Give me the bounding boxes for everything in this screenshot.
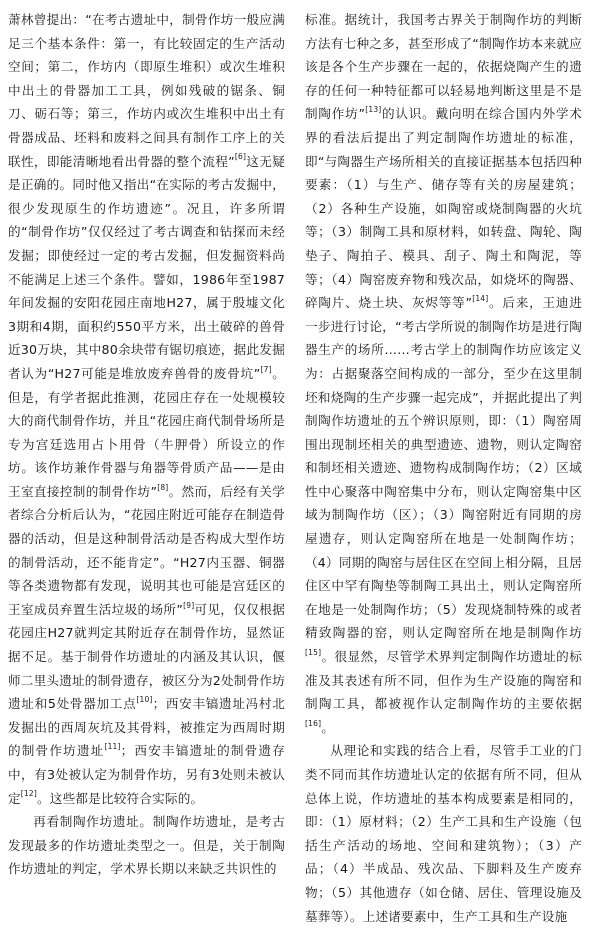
citation-marker: [6] bbox=[234, 152, 247, 162]
paragraph: 再看制陶作坊遗址。制陶作坊遗址，是考古发现最多的作坊遗址类型之一。但是，关于制陶作坊遗址的判定，学术界长期以来缺乏共识性的 bbox=[8, 814, 285, 877]
citation-marker: [8] bbox=[157, 482, 169, 492]
citation-marker: [9] bbox=[183, 600, 195, 610]
citation-marker: [15] bbox=[305, 647, 322, 657]
citation-marker: [14] bbox=[472, 293, 489, 303]
text-segment: 的认识。戴向明在综合国内外学术界的看法后提出了判定制陶作坊遗址的标准，即“与陶器生产场所相关的直接证据基本包括四种要素：（1）与生产、储存等有关的房屋建筑；（2）各种生产设施，如陶窑或烧制陶器的火坑等；（3）制陶工具和原材料，如转盘、陶轮、陶垫子、陶拍子、模具、刮子、陶土和陶泥，等等；（4）陶窑废弃物和残次品，如烧坏的陶器、碎陶片、烧土块、灰烬等等” bbox=[305, 106, 582, 311]
citation-marker: [13] bbox=[365, 105, 382, 115]
text-segment: ；西安丰镐遗址冯村北发掘出的西周灰坑及其骨料，被推定为西周时期的制骨作坊遗址 bbox=[8, 696, 285, 759]
text-segment: 。 bbox=[321, 719, 334, 735]
text-segment: 。后来，王迪进一步进行讨论，“考古学所说的制陶作坊是进行陶器生产的场所……考古学上的制陶作坊应该定义为：占据聚落空间构成的一部分，至少在这里制坯和烧陶的生产步骤一起完成”，并据此提出了判制陶作坊遗址的五个辨识原则，即：（1）陶窑周围出现制坯相关的典型遗迹、遗物，则认定陶窑和制坯相关遗迹、遗物构成制陶作坊；（2）区域性中心聚落中陶窑集中分布，则认定陶窑集中区域为制陶作坊（区）；（3）陶窑附近有同期的房屋遗存，则认定陶窑所在地是一处制陶作坊；（4）同期的陶窑与居住区在空间上相分隔，且居住区中罕有陶垫等制陶工具出土，则认定陶窑所在地是一处制陶作坊；（5）发现烧制特殊的或者精致陶器的窑，则认定陶窑所在地是制陶作坊 bbox=[305, 295, 582, 641]
citation-marker: [10] bbox=[136, 695, 153, 705]
text-segment: 这无疑是正确的。同时他又指出“在实际的考古发掘中，很少发现原生的作坊遗迹”。况且，许多所谓的“制骨作坊”仅仅经过了考古调查和钻探而未经发掘；即使经过一定的考古发掘，但发掘资料尚不能满足上述三个条件。譬如，1986年至1987年间发掘的安阳花园庄南地H27，属于殷墟文化3期和4期，面积约550平方米，出土破碎的兽骨近30万块，其中80余块带有锯切痕迹，据此发掘者认为“H27可能是堆放废弃兽骨的废骨坑” bbox=[8, 153, 285, 381]
citation-marker: [16] bbox=[305, 718, 322, 728]
text-segment: ；西安丰镐遗址的制骨遗存中，有3处被认定为制骨作坊，另有3处则未被认定 bbox=[8, 743, 285, 806]
text-segment: 。很显然，尽管学术界判定制陶作坊遗址的标准及其表述有所不同，但作为生产设施的陶窑和制陶工具，都被视作认定制陶作坊的主要依据 bbox=[305, 649, 582, 712]
text-segment: 可见，仅仅根据花园庄H27就判定其附近存在制骨作坊，显然证据不足。基于制骨作坊遗址的内涵及其认识，偃师二里头遗址的制骨遗存，被区分为2处制骨作坊遗址和5处骨器加工点 bbox=[8, 601, 286, 712]
text-segment: 。但是，有学者据此推测，花园庄存在一处规模较大的商代制骨作坊，并且“花园庄商代制骨场所是专为宫廷选用占卜用骨（牛胛骨）所设立的作坊。该作坊兼作骨器与角器等骨质产品——是由王室直接控制的制骨作坊” bbox=[8, 365, 285, 499]
citation-marker: [11] bbox=[104, 742, 121, 752]
paragraph bbox=[305, 8, 582, 739]
text-segment: 。这些都是比较符合实际的。 bbox=[37, 790, 204, 806]
citation-marker: [7] bbox=[260, 364, 272, 374]
citation-marker: [12] bbox=[20, 789, 37, 799]
right-column bbox=[305, 8, 582, 924]
paragraph bbox=[8, 8, 285, 810]
text-segment: 。然而，后经有关学者综合分析后认为，“花园庄附近可能存在制造骨器的活动，但是这种制骨活动是否构成大型作坊的制骨活动，还不能肯定”。“H27内玉器、铜器等各类遗物都有发现，说明其也可能是宫廷区的王室成员弃置生活垃圾的场所” bbox=[8, 483, 285, 617]
paragraph: 从理论和实践的结合上看，尽管手工业的门类不同而其作坊遗址认定的依据有所不同，但从总体上说，作坊遗址的基本构成要素是相同的，即：（1）原材料；（2）生产工具和生产设施（包括生产活动的场地、空间和建筑物）；（3）产品；（4）半成品、残次品、下脚料及生产废弃物；（5）其他遗存（如仓储、居住、管理设施及墓葬等）。上述诸要素中，生产工具和生产设施 bbox=[305, 743, 582, 924]
text-segment: 萧林曾提出：“在考古遗址中，制骨作坊一般应满足三个基本条件：第一，有比较固定的生产活动空间；第二，作坊内（即原生堆积）或次生堆积中出土的骨器加工工具，例如残破的锯条、铜刀、砺石等；第三，作坊内或次生堆积中出土有骨器成品、坯料和废料之间具有制作工序上的关联性，即能清晰地看出骨器的整个流程” bbox=[8, 12, 285, 169]
text-segment: 标准。据统计，我国考古界关于制陶作坊的判断方法有七种之多，甚至形成了“制陶作坊本来就应该是各个生产步骤在一起的，依据烧陶产生的遗存的任何一种特征都可以轻易地判断这里是不是制陶作坊” bbox=[305, 12, 582, 122]
left-column bbox=[8, 8, 286, 877]
